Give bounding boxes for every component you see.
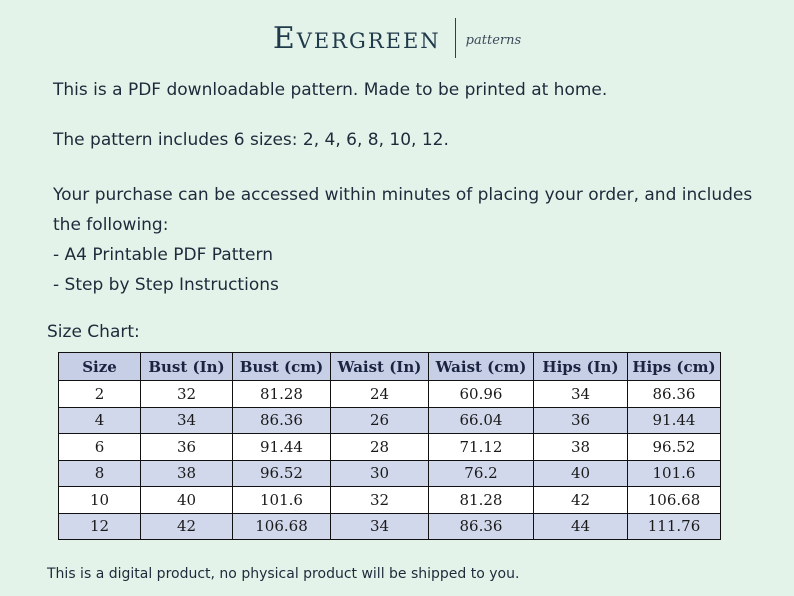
cell-hips-cm: 86.36 xyxy=(628,381,721,408)
cell-size: 10 xyxy=(59,487,141,514)
cell-size: 6 xyxy=(59,434,141,461)
cell-bust-cm: 86.36 xyxy=(233,407,331,434)
cell-bust-in: 42 xyxy=(141,513,233,540)
includes-item-pdf: - A4 Printable PDF Pattern xyxy=(53,245,273,265)
cell-waist-in: 24 xyxy=(331,381,429,408)
intro-line-4: the following: xyxy=(53,215,169,235)
cell-hips-in: 42 xyxy=(534,487,628,514)
cell-size: 4 xyxy=(59,407,141,434)
cell-bust-cm: 91.44 xyxy=(233,434,331,461)
intro-line-2: The pattern includes 6 sizes: 2, 4, 6, 8, 10, 12. xyxy=(53,130,449,150)
cell-hips-in: 34 xyxy=(534,381,628,408)
cell-waist-in: 26 xyxy=(331,407,429,434)
header-hips-in: Hips (In) xyxy=(534,353,628,381)
cell-waist-cm: 66.04 xyxy=(429,407,534,434)
cell-hips-in: 36 xyxy=(534,407,628,434)
cell-size: 12 xyxy=(59,513,141,540)
table-row xyxy=(59,381,721,408)
cell-bust-cm: 101.6 xyxy=(233,487,331,514)
header-bust-in: Bust (In) xyxy=(141,353,233,381)
cell-waist-in: 30 xyxy=(331,460,429,487)
header-size: Size xyxy=(59,353,141,381)
table-header-row xyxy=(59,353,721,381)
footer-disclaimer: This is a digital product, no physical product will be shipped to you. xyxy=(47,566,520,582)
intro-line-3: Your purchase can be accessed within minutes of placing your order, and includes xyxy=(53,185,753,205)
cell-waist-cm: 86.36 xyxy=(429,513,534,540)
cell-bust-cm: 96.52 xyxy=(233,460,331,487)
table-row xyxy=(59,407,721,434)
header-waist-cm: Waist (cm) xyxy=(429,353,534,381)
cell-waist-cm: 76.2 xyxy=(429,460,534,487)
cell-bust-cm: 81.28 xyxy=(233,381,331,408)
intro-line-1: This is a PDF downloadable pattern. Made to be printed at home. xyxy=(53,80,608,100)
cell-hips-cm: 106.68 xyxy=(628,487,721,514)
cell-waist-cm: 71.12 xyxy=(429,434,534,461)
cell-bust-in: 38 xyxy=(141,460,233,487)
size-chart-table xyxy=(58,352,721,540)
cell-hips-cm: 111.76 xyxy=(628,513,721,540)
cell-waist-in: 28 xyxy=(331,434,429,461)
cell-bust-in: 36 xyxy=(141,434,233,461)
brand-logo xyxy=(0,18,794,58)
table-row xyxy=(59,513,721,540)
cell-waist-in: 34 xyxy=(331,513,429,540)
table-row xyxy=(59,460,721,487)
cell-size: 8 xyxy=(59,460,141,487)
cell-hips-in: 38 xyxy=(534,434,628,461)
cell-hips-in: 40 xyxy=(534,460,628,487)
brand-subtitle: patterns xyxy=(465,32,522,48)
header-hips-cm: Hips (cm) xyxy=(628,353,721,381)
brand-divider xyxy=(455,18,456,58)
brand-name: Evergreen xyxy=(272,20,441,56)
table-row xyxy=(59,487,721,514)
cell-bust-in: 32 xyxy=(141,381,233,408)
header-waist-in: Waist (In) xyxy=(331,353,429,381)
cell-bust-cm: 106.68 xyxy=(233,513,331,540)
cell-waist-in: 32 xyxy=(331,487,429,514)
header-bust-cm: Bust (cm) xyxy=(233,353,331,381)
size-chart-label: Size Chart: xyxy=(47,322,140,342)
cell-waist-cm: 81.28 xyxy=(429,487,534,514)
cell-bust-in: 40 xyxy=(141,487,233,514)
cell-hips-cm: 91.44 xyxy=(628,407,721,434)
cell-waist-cm: 60.96 xyxy=(429,381,534,408)
table-row xyxy=(59,434,721,461)
cell-hips-cm: 101.6 xyxy=(628,460,721,487)
cell-hips-cm: 96.52 xyxy=(628,434,721,461)
cell-size: 2 xyxy=(59,381,141,408)
includes-item-instructions: - Step by Step Instructions xyxy=(53,275,279,295)
cell-bust-in: 34 xyxy=(141,407,233,434)
cell-hips-in: 44 xyxy=(534,513,628,540)
